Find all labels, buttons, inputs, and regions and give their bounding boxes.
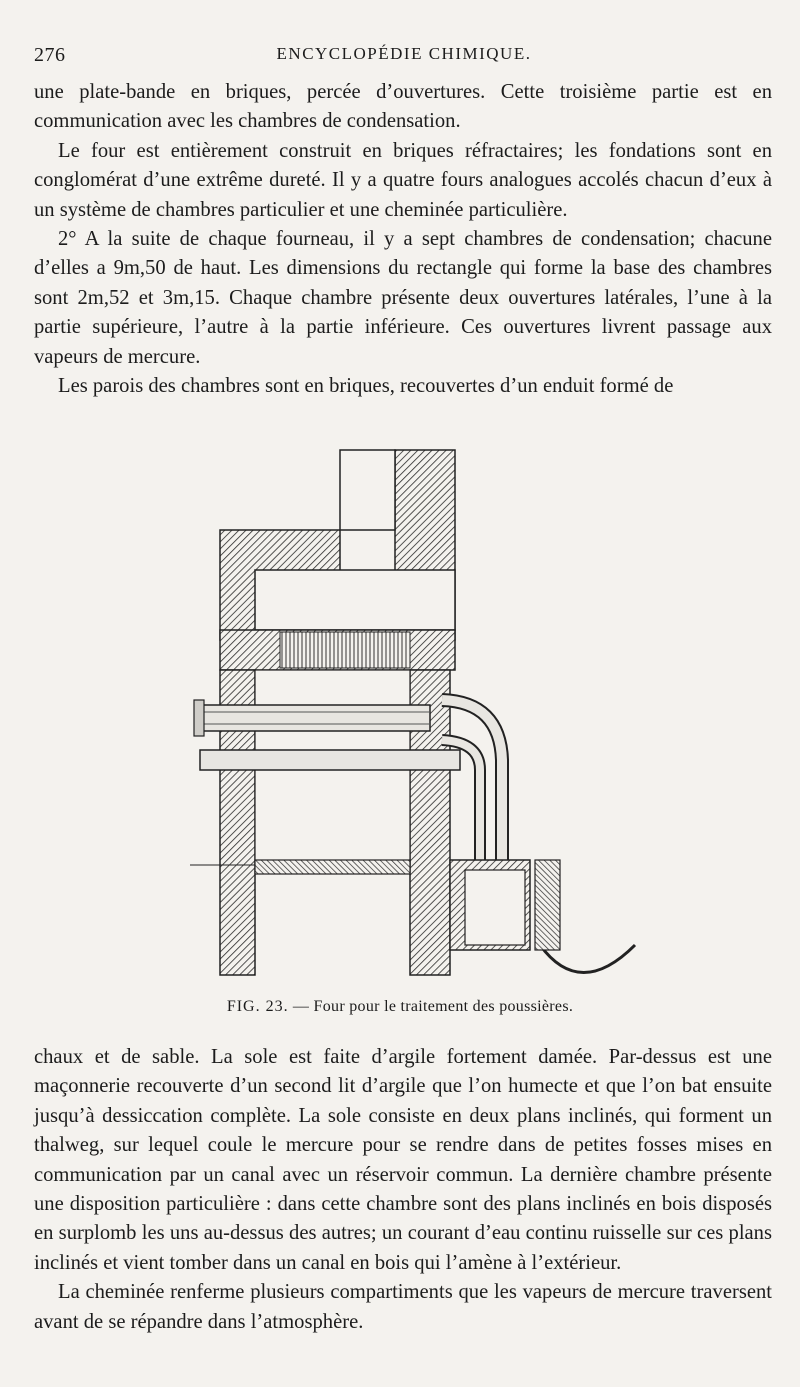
text-block-bottom [34, 1043, 772, 1337]
furnace-section-figure [180, 440, 640, 995]
paragraph: chaux et de sable. La sole est faite d’argile fortement damée. Par-dessus est une maçonnerie recouverte d’un second lit d’argile que l’on humecte et que l’on bat ensuite jusqu’à dessiccation complète. La sole consiste en deux plans inclinés, qui forment un thalweg, sur lequel coule le mercure pour se rendre dans de petites fosses mises en communication par un canal avec un réservoir commun. La dernière chambre présente une disposition particulière : dans cette chambre sont des plans inclinés en bois disposés en surplomb les uns au-dessus des autres; un courant d’eau continu ruisselle sur ces plans inclinés et vient tomber dans un canal en bois qui l’amène à l’extérieur. [34, 1046, 772, 1274]
paragraph: Le four est entièrement construit en briques réfractaires; les fondations sont en conglomérat d’une extrême dureté. Il y a quatre fours analogues accolés chacun d’eux à un système de chambres particulier et une cheminée particulière. [34, 139, 772, 221]
text-block-top [34, 78, 772, 401]
page-header [34, 44, 774, 74]
running-title: ENCYCLOPÉDIE CHIMIQUE. [276, 44, 532, 63]
top-chamber [255, 570, 455, 630]
caption-separator: — [288, 998, 314, 1015]
paragraph: une plate-bande en briques, percée d’ouvertures. Cette troisième partie est en communication avec les chambres de condensation. [34, 81, 772, 133]
lower-bar [200, 750, 460, 770]
paragraph: Les parois des chambres sont en briques, recouvertes d’un enduit formé de [58, 375, 674, 398]
grate [255, 860, 410, 874]
retort-tube [200, 705, 430, 731]
caption-text: Four pour le traitement des poussières. [313, 998, 574, 1015]
figure-caption [0, 998, 800, 1016]
paragraph: La cheminée renferme plusieurs compartiments que les vapeurs de mercure traversent avant de se répandre dans l’atmosphère. [34, 1281, 772, 1333]
paragraph: 2° A la suite de chaque fourneau, il y a sept chambres de condensation; chacune d’elles a 9m,50 de haut. Les dimensions du rectangle qui forme la base des chambres sont 2m,52 et 3m,15. Chaque chambre présente deux ouvertures latérales, l’une à la partie supérieure, l’autre à la partie inférieure. Ces ouvertures livrent passage aux vapeurs de mercure. [34, 228, 772, 368]
page-number: 276 [34, 44, 66, 66]
figure-label: FIG. 23. [226, 998, 289, 1015]
outlet-block [535, 860, 560, 950]
chimney-flue [340, 450, 395, 530]
slab-openings [280, 632, 410, 668]
retort-cap [194, 700, 204, 736]
